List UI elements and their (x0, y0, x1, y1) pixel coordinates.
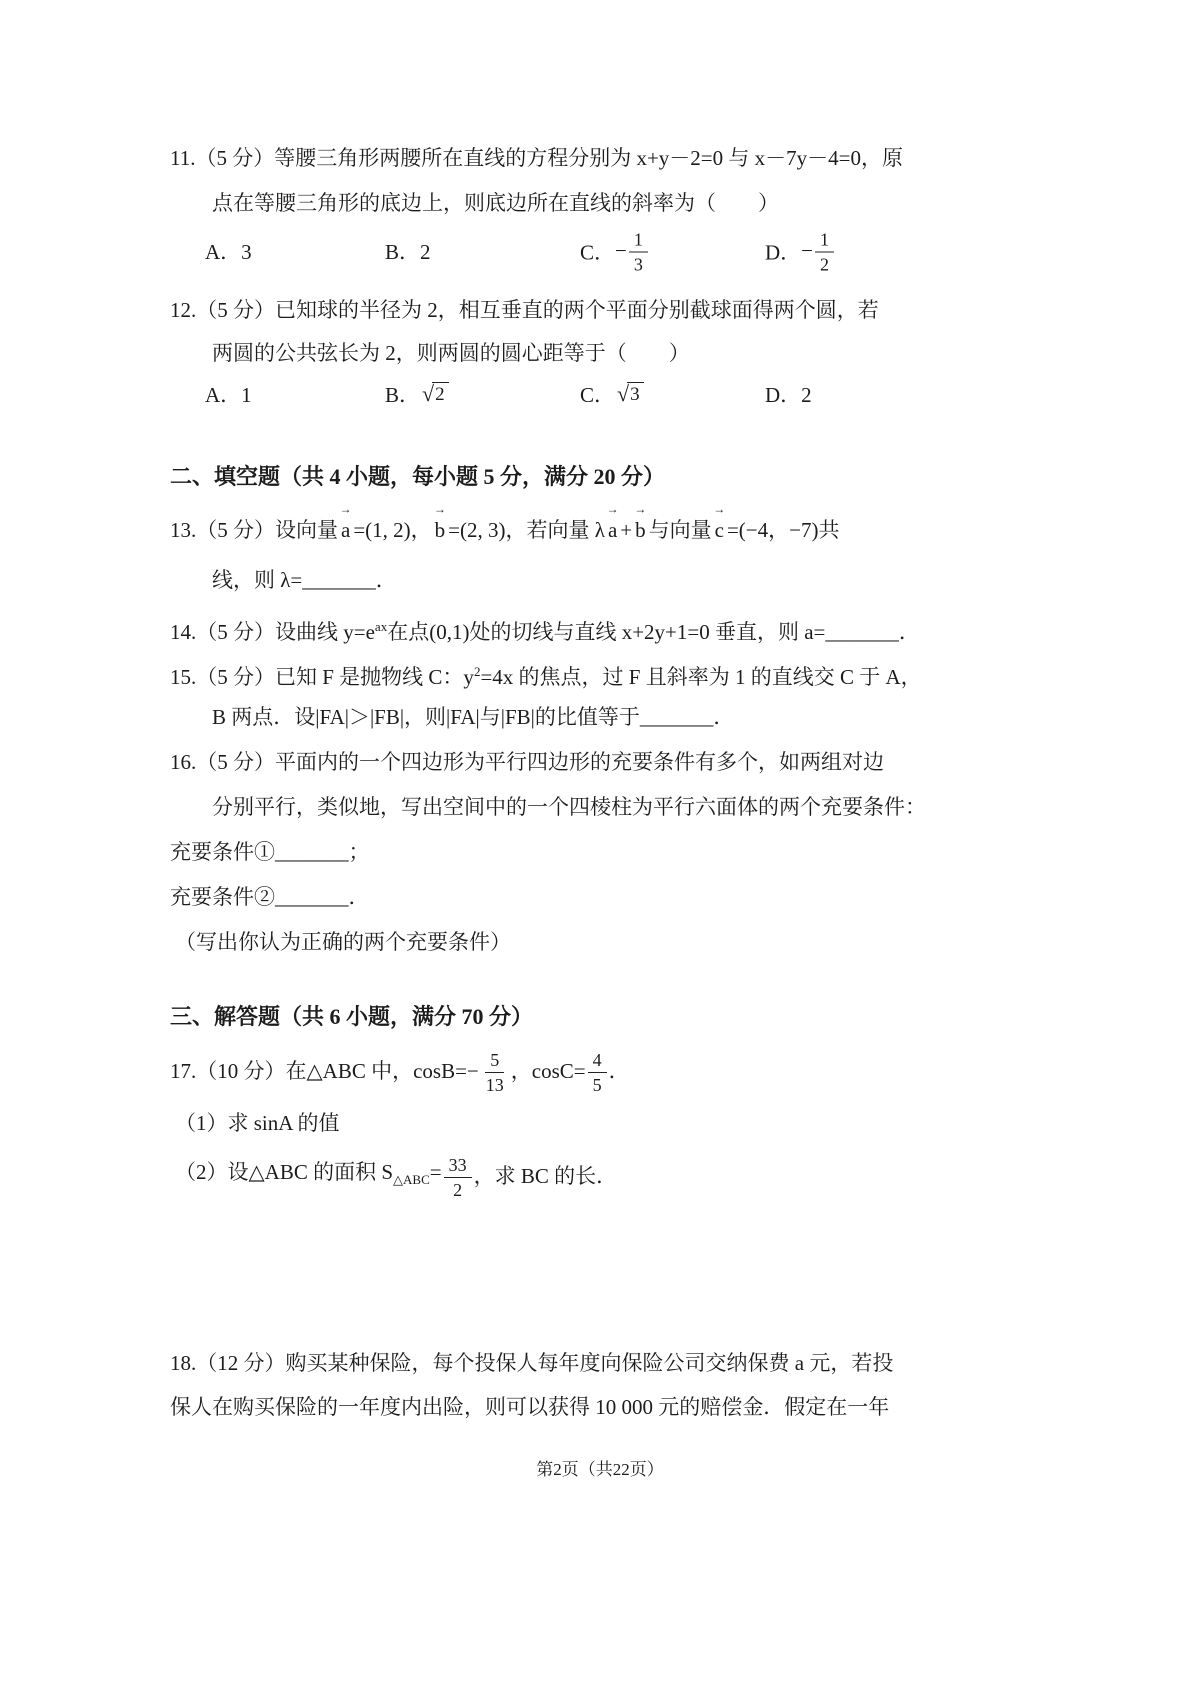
q16-note: （写出你认为正确的两个充要条件） (175, 930, 511, 954)
q12-option-b (385, 379, 451, 409)
q11-line2: 点在等腰三角形的底边上，则底边所在直线的斜率为（ ） (212, 191, 779, 215)
q11-option-c-label: C． (580, 240, 616, 264)
exponent: ax (374, 619, 388, 634)
equals-sign: = (429, 1159, 442, 1184)
vector-b (634, 502, 647, 545)
vector-arrow-icon: → (634, 502, 647, 516)
q17-part2 (175, 1148, 617, 1204)
fraction (815, 229, 834, 274)
vector-a (339, 502, 352, 545)
q13-text-1: 13.（5 分）设向量 (170, 518, 338, 542)
q17-line1 (170, 1043, 630, 1099)
fraction-denominator: 13 (485, 1074, 504, 1095)
q12-option-b-label: B． (385, 383, 421, 407)
q13-text-5: =(−4，−7)共 (726, 518, 840, 542)
fraction-numerator: 1 (629, 229, 648, 253)
q15-text-1: 15.（5 分）已知 F 是抛物线 C：y (170, 665, 474, 689)
radicand: 3 (627, 382, 644, 406)
q17-part1: （1）求 sinA 的值 (175, 1111, 340, 1135)
q11-option-b: B．2 (385, 240, 431, 264)
section-3-title: 三、解答题（共 6 小题，满分 70 分） (170, 1004, 534, 1029)
q13-text-4: 与向量 (648, 518, 712, 542)
fraction (588, 1049, 607, 1094)
minus-sign: − (615, 238, 627, 263)
q12-line2: 两圆的公共弦长为 2，则两圆的圆心距等于（ ） (212, 341, 690, 365)
q16-blank-2: 充要条件②_______． (170, 885, 370, 909)
q17-text-3: ． (608, 1059, 630, 1083)
vector-b (433, 502, 446, 545)
vector-a (606, 502, 619, 545)
q11-options-row (170, 222, 980, 280)
vector-arrow-icon: → (339, 502, 352, 516)
q13-line1 (170, 502, 840, 545)
q17-text-4: （2）设△ABC 的面积 S (175, 1159, 394, 1184)
q14-text-2: 在点(0,1)处的切线与直线 x+2y+1=0 垂直，则 a=_______． (387, 620, 920, 644)
q11-option-d (765, 229, 836, 274)
subscript-triangle-abc: △ABC (393, 1172, 430, 1188)
vector-b-letter: b (635, 518, 646, 542)
q11-line1: 11.（5 分）等腰三角形两腰所在直线的方程分别为 x+y－2=0 与 x－7y－4=0，原 (170, 146, 903, 170)
q12-option-c-label: C． (580, 383, 616, 407)
vector-arrow-icon: → (433, 502, 446, 516)
q16-blank-1: 充要条件①_______； (170, 840, 370, 864)
fraction-denominator: 2 (820, 254, 830, 275)
vector-c-letter: c (714, 518, 724, 542)
vector-c (713, 502, 726, 545)
plus-sign: + (620, 518, 633, 542)
fraction-denominator: 2 (453, 1179, 463, 1200)
q13-line2: 线，则 λ=_______． (212, 568, 397, 592)
q15-line1 (170, 657, 922, 692)
q16-line2: 分别平行，类似地，写出空间中的一个四棱柱为平行六面体的两个充要条件： (212, 795, 926, 819)
square-root (422, 382, 449, 406)
q12-option-c (580, 379, 646, 409)
q17-text-5: ，求 BC 的长． (473, 1164, 618, 1188)
fraction (629, 229, 648, 274)
radicand: 2 (432, 382, 449, 406)
q12-option-a: A．1 (205, 383, 252, 407)
q15-line2: B 两点．设|FA|＞|FB|，则|FA|与|FB|的比值等于_______． (212, 705, 735, 729)
q15-text-2: =4x 的焦点，过 F 且斜率为 1 的直线交 C 于 A， (480, 665, 922, 689)
fraction-numerator: 4 (588, 1049, 607, 1073)
fraction-numerator: 1 (815, 229, 834, 253)
radical-sign: √ (422, 381, 435, 407)
q17-text-2: ，cosC= (510, 1059, 586, 1083)
q13-text-2: =(1, 2)， (353, 518, 432, 542)
q12-options-row (170, 372, 980, 416)
fraction-numerator: 5 (485, 1049, 504, 1073)
fraction (444, 1154, 472, 1199)
q16-line1: 16.（5 分）平面内的一个四边形为平行四边形的充要条件有多个，如两组对边 (170, 750, 884, 774)
q11-option-d-label: D． (765, 240, 802, 264)
q12-line1: 12.（5 分）已知球的半径为 2，相互垂直的两个平面分别截球面得两个圆，若 (170, 298, 879, 322)
q11-option-c (580, 229, 650, 274)
page-footer: 第2页（共22页） (536, 1460, 664, 1479)
q12-option-d: D．2 (765, 383, 812, 407)
fraction-denominator: 5 (592, 1074, 602, 1095)
q13-text-3: =(2, 3)，若向量 λ (448, 518, 605, 542)
section-2-title: 二、填空题（共 4 小题，每小题 5 分，满分 20 分） (170, 464, 666, 489)
q11-option-a: A．3 (205, 240, 252, 264)
vector-b-letter: b (434, 518, 446, 542)
q18-line2: 保人在购买保险的一年度内出险，则可以获得 10 000 元的赔偿金．假定在一年 (170, 1395, 890, 1419)
vector-arrow-icon: → (606, 502, 619, 516)
q14-line1 (170, 612, 920, 647)
q14-text-1: 14.（5 分）设曲线 y=e (170, 620, 375, 644)
vector-a-letter: a (341, 518, 351, 542)
vector-a-letter: a (607, 518, 618, 542)
square-root (617, 382, 644, 406)
q17-part2-text (175, 1157, 442, 1195)
vector-arrow-icon: → (713, 502, 726, 516)
q17-text-1: 17.（10 分）在△ABC 中，cosB=− (170, 1059, 479, 1083)
exponent: 2 (473, 664, 481, 679)
fraction-denominator: 3 (633, 254, 643, 275)
q18-line1: 18.（12 分）购买某种保险，每个投保人每年度向保险公司交纳保费 a 元，若投 (170, 1351, 894, 1375)
minus-sign: − (801, 238, 814, 263)
radical-sign: √ (617, 381, 630, 407)
fraction (481, 1049, 509, 1094)
fraction-numerator: 33 (444, 1154, 472, 1178)
